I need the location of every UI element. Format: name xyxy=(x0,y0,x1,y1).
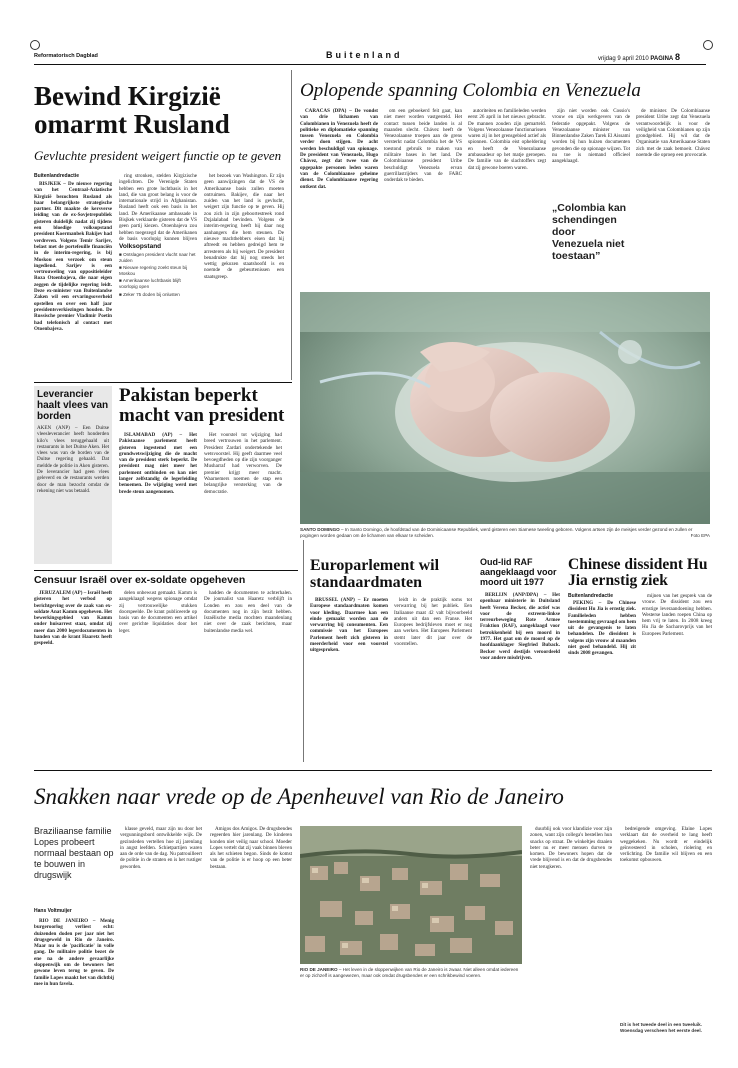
colombia-col4 xyxy=(552,108,630,194)
column-divider xyxy=(303,540,304,762)
apenheuvel-col1 xyxy=(34,918,114,1048)
raf-text-body: BERLIJN (ANP/DPA) – Het openbaar ministerie in Duitsland heeft Verena Becker, die actief was voor de extreem-linkse terreurbeweging Rote Armee Fraktion (RAF), aangeklaagd voor betrokkenheid bij een moord in 1977. Het gaat om de moord op de hoofdaanklager Siegfried Buback. Becker werd destijds veroordeeld voor andere misdrijven. xyxy=(480,592,560,661)
kirgizie-col1 xyxy=(34,181,112,379)
colombia-quote: „Colombia kan schendingen door Venezuela niet toestaan” xyxy=(552,202,627,262)
pakistan-col1-text: ISLAMABAD (AP) – Het Pakistaanse parlement heeft gisteren ingestemd met een grondwetswijziging die de macht van de president sterk beperkt. De president mag niet meer het parlement ontbinden en kan niet langer zelfstandig de legerleiding benoemen. De wijziging werd met brede steun aangenomen. xyxy=(119,432,197,495)
pakistan-col2 xyxy=(204,432,282,564)
favela-caption xyxy=(300,967,522,978)
photo-favela xyxy=(300,826,522,964)
kirgizie-col2 xyxy=(119,173,197,241)
box-item: ■ Nieuwe regering zoekt steun bij Moskou xyxy=(119,265,197,276)
colombia-col3-text: autoriteiten en familieleden werden eerst 26 april in het nieuws gebracht. De mannen zouden zijn gemarteld. Volgens Venezolaanse functionarissen waren zij in het grensgebied actief als spionnen. Colombia eist opheldering en heeft de Venezolaanse ambassadeur op het matje geroepen. De familie van de slachtoffers zegt dat zij gewone boeren waren. xyxy=(468,108,546,171)
apenheuvel-headline: Snakken naar vrede op de Apenheuvel van Rio de Janeiro xyxy=(34,784,564,809)
apenheuvel-col4 xyxy=(530,826,612,1048)
registration-mark-icon xyxy=(703,40,713,50)
colombia-col5-text: de minister. De Colombiaanse president Uribe zegt dat Venezuela verantwoordelijk is voor de veiligheid van Colombianen op zijn grondgebied. Hij wil dat de Organisatie van Amerikaanse Staten zich met de zaak bemoeit. Chávez noemde die oproep een provocatie. xyxy=(636,108,710,159)
colombia-col2 xyxy=(384,108,462,286)
europarlement-col2-text: leidt in de praktijk soms tot verwarring bij het publiek. Een Italiaanse maat 42 valt bijvoorbeeld anders uit dan een Franse. Het Europees bedrijfsleven moet er nog aan werken. Het Europees Parlement stemt later dit jaar over de voorstellen. xyxy=(394,597,472,648)
huja-col2 xyxy=(642,593,712,760)
pakistan-col3 xyxy=(288,386,296,387)
column-divider xyxy=(291,70,292,380)
europarlement-headline: Europarlement wil standaardmaten xyxy=(310,557,440,591)
pakistan-headline: Pakistan beperkt macht van president xyxy=(119,385,285,426)
box-title: Volksopstand xyxy=(119,243,162,250)
censuur-col2-text: delen onbewust gemaakt. Kamm is aangeklaagd wegens spionage omdat zij vertrouwelijke stukken doorspeelde. De krant publiceerde op basis van de documenten een artikel over gerichte liquidaties door het leger. xyxy=(119,590,197,634)
pakistan-col1 xyxy=(119,432,197,564)
favela-caption-text: – Het leven in de sloppenwijken van Rio de Janeiro is zwaar. Niet alleen omdat iedereen er op zichzelf is aangewezen, maar ook omdat drugsbendes er een schrikbewind voeren. xyxy=(300,967,519,978)
page-label: PAGINA xyxy=(650,56,674,62)
apenheuvel-col3 xyxy=(210,826,292,1048)
censuur-headline: Censuur Israël over ex-soldate opgeheven xyxy=(34,574,246,586)
colombia-col2-text: om een geboekerd feit gaat, kan niet meer worden vastgesteld. Het contact tussen beide landen is al maanden slecht. Chávez heeft de Venezolaanse troepen aan de grens versterkt nadat Colombia het de VS toestond gebruik te maken van militaire bases in het land. De Colombiaanse president Uribe beschuldigt Venezuela ervan guerrillastrijders van de FARC onderdak te bieden. xyxy=(384,108,462,184)
photo-siamese-twins xyxy=(300,292,710,524)
caption-text: – In Santo Domingo, de hoofdstad van de Dominicaanse Republiek, werd gisteren een Siamese tweeling geboren. Volgens artsen zijn de meisjes verder gezond en zullen er pogingen worden gedaan om de lichamen van elkaar te scheiden. xyxy=(300,527,693,538)
page-date xyxy=(598,52,680,62)
censuur-col2 xyxy=(119,590,197,760)
kirgizie-col3 xyxy=(204,173,284,379)
kirgizie-byline: Buitenlandredactie xyxy=(34,173,80,179)
favela-caption-place: RIO DE JANEIRO xyxy=(300,967,338,972)
censuur-col1-text: JERUZALEM (AP) – Israël heeft gisteren het verbod op berichtgeving over de zaak van ex-soldate Anat Kamm opgeheven. Het bewerkingsgebied van Kamm onder huisarrest staat, omdat zij meer dan 2000 legerdocumenten in handen van de krant Haaretz heeft gespeeld. xyxy=(34,590,112,647)
apenheuvel-footnote: Dit is het tweede deel in een tweeluik. Woensdag verscheen het eerste deel. xyxy=(620,1022,702,1033)
apenheuvel-col1-text: RIO DE JANEIRO – Menig burgeroorlog verliest echt: duizenden doden per jaar niet het drugsgeweld in Rio de Janeiro. Maar nu is de 'pacificatie' in volle gang. De militaire politie bezet de ene na de andere gevaarlijke sloppenwijk om de bewoners het gewone leven terug te geven. De familie Lopes maakt het van dichtbij mee in hun favela. xyxy=(34,918,114,987)
kirgizie-headline: Bewind Kirgizië omarmt Rusland xyxy=(34,81,230,139)
apenheuvel-byline: Hans Voltmuijer xyxy=(34,908,72,914)
leverancier-headline: Leverancier haalt vlees van borden xyxy=(37,389,109,422)
huja-headline: Chinese dissident Hu Jia ernstig ziek xyxy=(568,556,708,589)
pakistan-col2-text: Het voorstel tot wijziging had breed vertrouwen in het parlement. President Zardari ondertekende het wetsvoorstel. Hij geeft daarmee veel bevoegdheden op die zijn voorganger Musharraf had verworven. De premier krijgt meer macht. Waarnemers noemen de stap een belangrijke versterking van de democratie. xyxy=(204,432,282,495)
apenheuvel-col4-text: duurblij ook voor klandizie voor zijn zonen, want zijn collega's bestellen hun snacks op straat. De winkeltjes draaien beter nu er meer mensen durven te komen. De bewoners hopen dat de vrede blijvend is en dat de drugsbendes niet terugkeren. xyxy=(530,826,612,870)
date-text: vrijdag 9 april 2010 xyxy=(598,56,649,62)
section-rule xyxy=(34,570,298,571)
page-number: 8 xyxy=(674,52,680,62)
photo-caption xyxy=(300,527,710,538)
europarlement-col2 xyxy=(394,597,472,761)
kirgizie-col3-text: het bezoek van Washington. Er zijn geen aanwijzingen dat de VS de Amerikaanse basis zullen moeten ontruimen. Bakijev, die naar het zuiden van het land is gevlucht, weigert zijn functie op te geven. Hij zou zich in zijn geboortestreek rond Dzjalalabad bevinden. Volgens de interim-regering heeft hij daar nog aanhangers die hem steunen. De nieuwe machthebbers eisen dat hij aftreedt en hebben gedreigd hem te arresteren als hij weigert. De president benadrukte dat hij nog steeds het wettig gekozen staatshoofd is en noemde de gebeurtenissen een staatsgreep. xyxy=(204,173,284,280)
leverancier-text: AKEN (ANP) – Een Duitse vleesleverancier heeft honderden kilo's vlees teruggehaald uit restaurants in het Duitse Aken. Het vlees was van de borden van de Duitse regering gehaald. Dat meldde de politie in Aken gisteren. De leverancier had geen vlees geleverd en de restaurants werden door de man bezocht omdat de rekening niet was betaald. xyxy=(37,425,109,494)
section-rule xyxy=(34,770,712,771)
leverancier-box xyxy=(34,386,112,564)
registration-mark-icon xyxy=(30,40,40,50)
apenheuvel-col3-text: Amigos dos Amigos. De drugsbendes regeerden hier jarenlang. De kinderen konden niet veilig naar school. Moeder Lopes vertelt dat zij vaak binnen bleven als het schieten begon. Sinds de komst van de politie is er hoop op een beter bestaan. xyxy=(210,826,292,870)
apenheuvel-col5 xyxy=(620,826,712,1016)
paper-name: Reformatorisch Dagblad xyxy=(34,53,98,59)
censuur-col1 xyxy=(34,590,112,760)
box-item: ■ Amerikaanse luchtbasis blijft voorlopig open xyxy=(119,278,197,289)
huja-col1 xyxy=(568,600,636,760)
colombia-col1-text: CARACAS (DPA) – De vondst van drie lichamen van Colombianen in Venezuela heeft de politieke en diplomatieke spanning tussen Venezuela en Colombia verder doen stijgen. De acht werden beschuldigd van spionage. De president van Venezuela, Hugo Chávez, zegt dat twee van de opgepakte personen leden waren van de Colombiaanse geheime dienst. De Colombiaanse regering ontkent dat. xyxy=(300,108,378,190)
photo-credit: Foto EPA xyxy=(690,532,710,538)
colombia-col3 xyxy=(468,108,546,286)
colombia-col1 xyxy=(300,108,378,286)
colombia-col5 xyxy=(636,108,710,286)
apenheuvel-col2-text: klasse geveld, maar zijn nu door het vergunningsbord ontwikkelde wijk. De gezinsleden vertellen hoe zij jarenlang in angst leefden. Schietpartijen waren aan de orde van de dag. Nu patrouilleert de politie in de straten en is het rustiger geworden. xyxy=(120,826,202,870)
apenheuvel-intro: Braziliaanse familie Lopes probeert normaal bestaan op te bouwen in drugswijk xyxy=(34,826,114,880)
kirgizie-col2-text: ring stronken, stelden Kirgizische ingelichten. De Verenigde Staten hebben een grote luchtbasis in het land, die van groot belang is voor de internationale strijd in Afghanistan. Rusland heeft ook een basis in het land. De Amerikaanse ambassade in Bisjkek verklaarde gisteren dat de VS geen partij kiezen. Otoenbajeva zou hebben toegezegd dat de Amerikanen de basis voorlopig kunnen blijven xyxy=(119,173,197,241)
huja-col2-text: mijnen van het gesprek van de vrouw. De dissident zou een ernstige leveraandoening hebben. Westerse landen roepen China op hem vrij te laten. In 2008 kreeg Hu Jia de Sacharovprijs van het Europees Parlement. xyxy=(642,593,712,637)
raf-headline: Oud-lid RAF aangeklaagd voor moord uit 1977 xyxy=(480,557,557,587)
kirgizie-box xyxy=(119,243,197,379)
box-item: ■ Zeker 75 doden bij onlusten xyxy=(119,292,197,298)
kirgizie-subhead: Gevluchte president weigert functie op te geven xyxy=(34,148,282,163)
apenheuvel-col5-text: bedreigende omgeving. Elaine Lopes verklaart dat de overheid te lang heeft weggekeken. Nu wordt er eindelijk geïnvesteerd in scholen, riolering en verlichting. De familie wil blijven en een toekomst opbouwen. xyxy=(620,826,712,864)
apenheuvel-col2 xyxy=(120,826,202,1048)
colombia-col4-text: zijn niet worden ook Cossio's vrouw en zijn werkgevers van de federatie opgepakt. Volgens de Venezolaanse minister van Binnenlandse Zaken Tarek El Aissami worden bij hun huizen documenten gevonden die op spionage wijzen. Tot nu toe is niemand officieel aangeklaagd. xyxy=(552,108,630,165)
raf-text xyxy=(480,592,560,760)
header-rule xyxy=(34,64,706,65)
photo-illustration xyxy=(300,292,710,524)
kirgizie-col1-text: BISJKEK – De nieuwe regering van het Centraal-Aziatische Kirgizië bezochten Rusland als haar belangrijkste strategische partner. Dit maakte de kersverse leiding van de ex-Sovjetrepubliek gisteren duidelijk nadat zij tijdens een bloedige volksopstand president Koermanbek Bakijev had verdreven. Volgens Temir Sarijev, belast met de portefeuille financiën in de interim-regering, is bij Moskou een verzoek om steun ingediend. Sarijev is een vertrouweling van oppositieleider Roza Otoenbajeva, die naar eigen zeggen de tijdelijke regering leidt. Deze ex-minister van Buitenlandse Zaken wil een ervaringsoverheid opstellen en over een half jaar presidentsverkiezingen houden. De Russische premier Vladimir Poetin had telefonisch al contact met Otoenbajeva. xyxy=(34,181,112,332)
huja-col1-text: PEKING – De Chinese dissident Hu Jia is ernstig ziek. Familieleden hebben toestemming gevraagd om hem uit de gevangenis te laten behandelen. De dissident is volgens zijn vrouw al maanden niet goed behandeld. Hij zit sinds 2008 gevangen. xyxy=(568,600,636,657)
section-rule xyxy=(34,382,292,383)
caption-place: SANTO DOMINGO xyxy=(300,527,340,532)
section-name: Buitenland xyxy=(326,50,403,60)
box-item: ■ Ontslagen president vlucht naar het zuiden xyxy=(119,252,197,263)
censuur-col3-text: hadden de documenten te achterhalen. De journalist van Haaretz verblijft in Londen en zou een deel van de documenten nog in zijn bezit hebben. Israëlische media mochten maandenlang niet over de zaak berichten, maar buitenlandse media wel. xyxy=(204,590,292,634)
europarlement-col1-text: BRUSSEL (ANP) – Er moeten Europese standaardmaten komen voor kleding. Daarmee kan een einde gemaakt worden aan de verwarring bij consumenten. Een commissie van het Europees Parlement heeft zich gisteren in meerderheid voor een voorstel uitgesproken. xyxy=(310,597,388,654)
censuur-col3 xyxy=(204,590,292,760)
huja-byline: Buitenlandredactie xyxy=(568,593,614,599)
europarlement-col1 xyxy=(310,597,388,761)
favela-illustration xyxy=(300,826,522,964)
colombia-headline: Oplopende spanning Colombia en Venezuela xyxy=(300,80,641,101)
